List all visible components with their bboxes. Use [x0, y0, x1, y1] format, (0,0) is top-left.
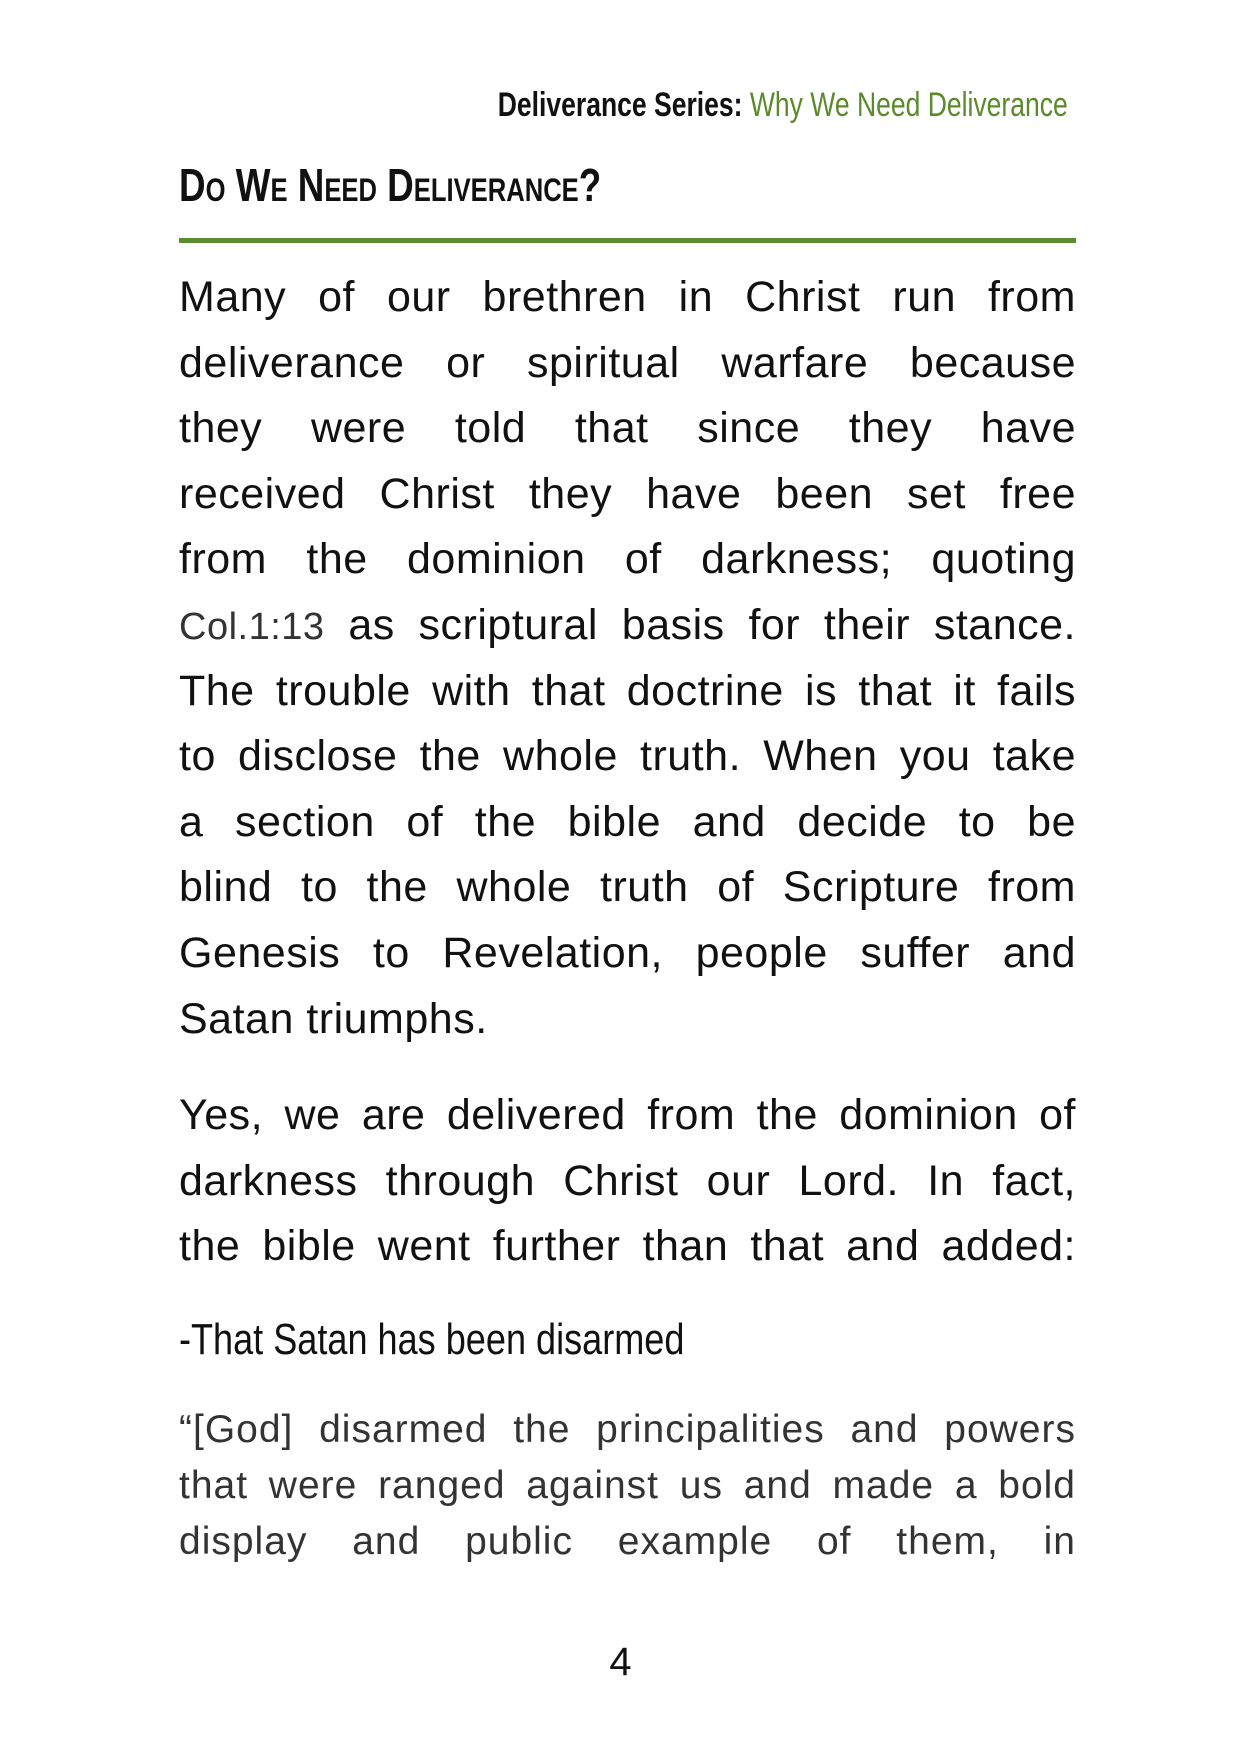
- text-line: a section of the bible and decide to be: [179, 797, 1076, 846]
- text-line: blind to the whole truth of Scripture from: [179, 863, 1076, 912]
- series-subtitle: Why We Need Deliverance: [750, 86, 1068, 124]
- text-line: received Christ they have been set free: [179, 469, 1076, 518]
- text-line: the bible went further than that and added:: [179, 1222, 1076, 1271]
- page-number: 4: [609, 1640, 632, 1684]
- text-line: to disclose the whole truth. When you take: [179, 732, 1076, 781]
- scripture-quote: [179, 1402, 1076, 1570]
- quote-line: display and public example of them, in: [179, 1520, 1076, 1563]
- text-line: Genesis to Revelation, people suffer and: [179, 928, 1076, 977]
- text-line: from the dominion of darkness; quoting: [179, 535, 1076, 584]
- text-line: darkness through Christ our Lord. In fact,: [179, 1156, 1076, 1205]
- subheading: -That Satan has been disarmed: [179, 1315, 685, 1364]
- text-line: The trouble with that doctrine is that it fails: [179, 666, 1076, 715]
- text-line: Yes, we are delivered from the dominion of: [179, 1091, 1076, 1139]
- series-label: Deliverance Series:: [498, 86, 743, 124]
- running-header: [498, 86, 1068, 125]
- text-line: [179, 593, 1076, 659]
- scripture-reference: Col.1:13: [179, 605, 325, 648]
- paragraph-1: [179, 265, 1076, 1052]
- quote-line: “[God] disarmed the principalities and powers: [179, 1408, 1076, 1451]
- page-title: Do We Need Deliverance?: [179, 159, 602, 211]
- title-divider: [179, 238, 1076, 243]
- text-line: Many of our brethren in Christ run from: [179, 273, 1076, 321]
- text-line: they were told that since they have: [179, 404, 1076, 453]
- text-line: Satan triumphs.: [179, 994, 488, 1043]
- text-line: deliverance or spiritual warfare because: [179, 338, 1076, 387]
- quote-line: that were ranged against us and made a bold: [179, 1464, 1076, 1507]
- paragraph-2: [179, 1083, 1076, 1280]
- text-fragment: as scriptural basis for their stance.: [348, 600, 1076, 649]
